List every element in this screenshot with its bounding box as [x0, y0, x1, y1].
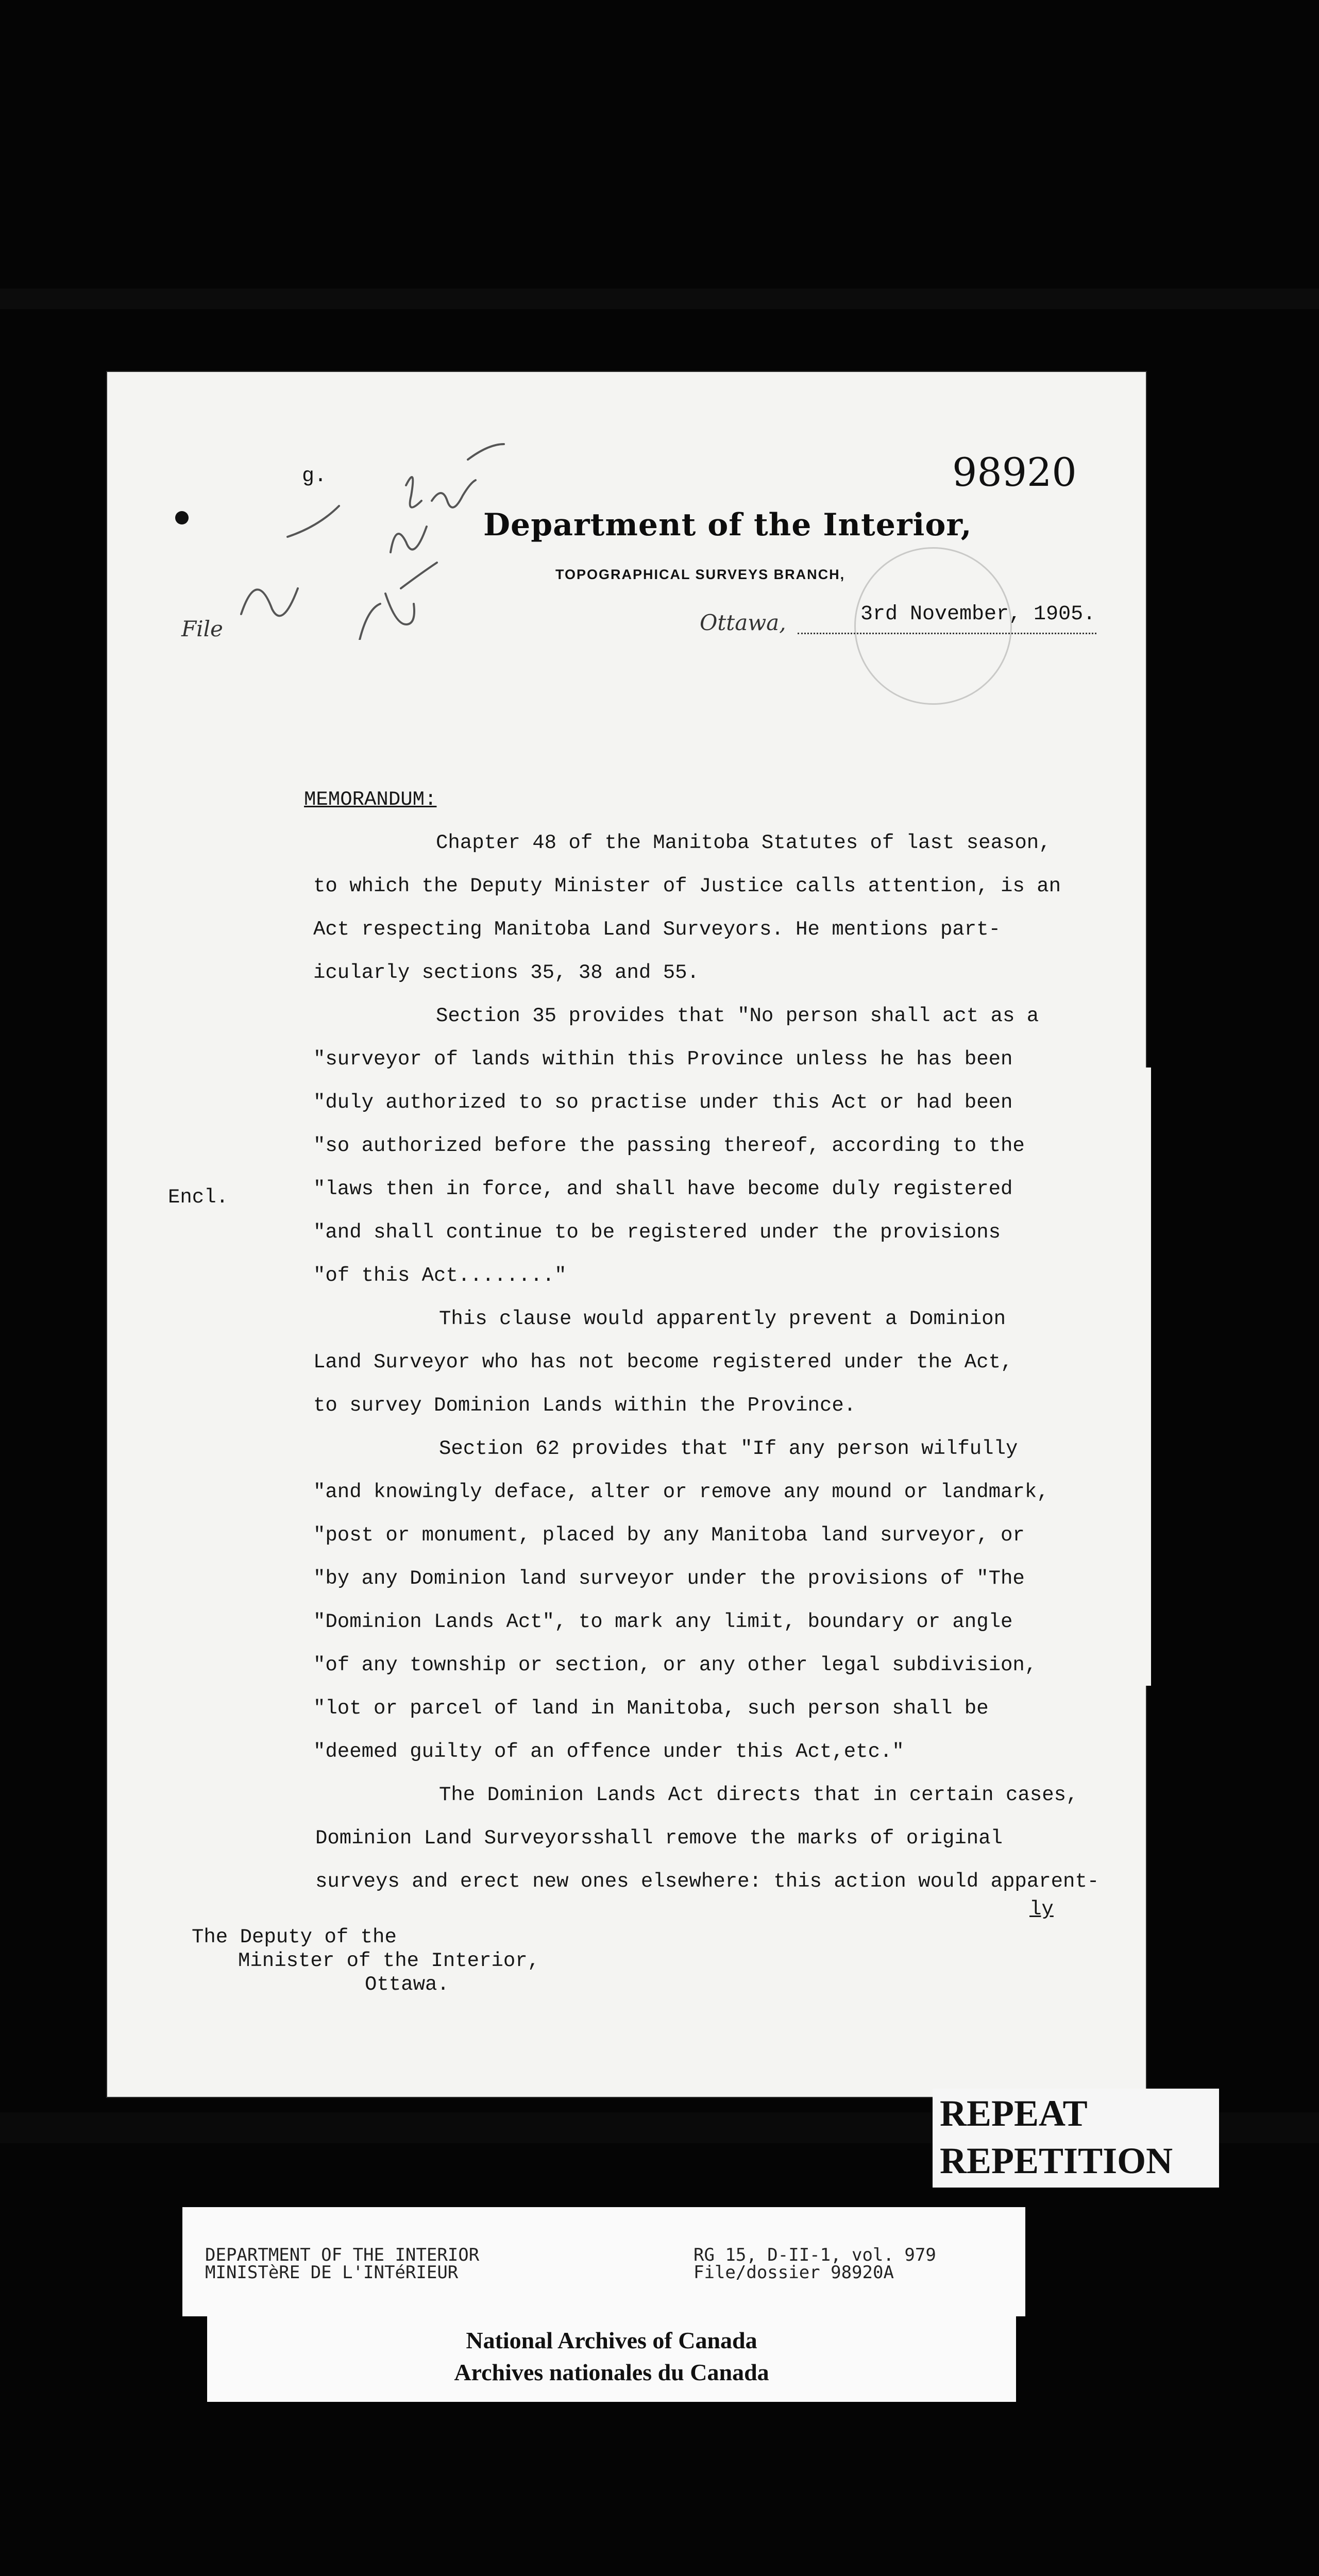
memo-line: "by any Dominion land surveyor under the provisions of "The: [313, 1567, 1025, 1590]
national-archives-label: [207, 2315, 1016, 2402]
file-number: 98920: [952, 449, 1077, 495]
memo-line: surveys and erect new ones elsewhere: this action would apparent-: [315, 1870, 1100, 1893]
received-stamp: [854, 547, 1012, 705]
branch-name: TOPOGRAPHICAL SURVEYS BRANCH,: [555, 567, 845, 582]
archives-name-en: National Archives of Canada: [466, 2327, 757, 2353]
memo-line: Dominion Land Surveyorsshall remove the marks of original: [315, 1827, 1003, 1850]
addressee-line: The Deputy of the: [192, 1926, 397, 1948]
memo-line: to which the Deputy Minister of Justice calls attention, is an: [313, 875, 1061, 897]
corner-mark: g.: [302, 465, 327, 488]
memo-line: The Dominion Lands Act directs that in certain cases,: [439, 1784, 1078, 1806]
memo-line: Land Surveyor who has not become registered under the Act,: [313, 1351, 1013, 1374]
repeat-label: [933, 2089, 1219, 2188]
scan-noise-band: [0, 289, 1319, 309]
memo-heading: MEMORANDUM:: [304, 788, 437, 811]
memo-line: "laws then in force, and shall have become duly registered: [313, 1178, 1013, 1200]
record-group: RG 15, D-II-1, vol. 979: [694, 2245, 936, 2265]
department-fr: MINISTèRE DE L'INTéRIEUR: [205, 2262, 459, 2283]
memo-line: "of this Act........": [313, 1264, 567, 1287]
memo-line: to survey Dominion Lands within the Province.: [313, 1394, 856, 1417]
repetition-text: REPETITION: [940, 2140, 1173, 2181]
enclosure-note: Encl.: [168, 1186, 229, 1209]
letter-date: 3rd November, 1905.: [860, 603, 1096, 626]
file-label: File: [181, 616, 223, 641]
memo-line: icularly sections 35, 38 and 55.: [313, 961, 699, 984]
page-edge: [1139, 1067, 1151, 1686]
document-page: [107, 372, 1146, 2097]
memo-line: "deemed guilty of an offence under this Act,etc.": [313, 1740, 904, 1763]
memo-line: "so authorized before the passing thereof, according to the: [313, 1134, 1025, 1157]
memo-line: "and shall continue to be registered under the provisions: [313, 1221, 1001, 1244]
memo-line: "lot or parcel of land in Manitoba, such person shall be: [313, 1697, 989, 1720]
file-dossier: File/dossier 98920A: [694, 2262, 894, 2283]
department-title: Department of the Interior,: [483, 507, 972, 543]
memo-line: "post or monument, placed by any Manitoba land surveyor, or: [313, 1524, 1025, 1547]
memo-line: "Dominion Lands Act", to mark any limit, boundary or angle: [313, 1611, 1013, 1633]
memo-line: Chapter 48 of the Manitoba Statutes of last season,: [436, 832, 1051, 854]
addressee-line: Ottawa.: [365, 1973, 449, 1996]
memo-line: "surveyor of lands within this Province unless he has been: [313, 1048, 1013, 1071]
memo-line: "of any township or section, or any other legal subdivision,: [313, 1654, 1037, 1676]
memo-line: "duly authorized to so practise under this Act or had been: [313, 1091, 1013, 1114]
archives-name-fr: Archives nationales du Canada: [454, 2359, 769, 2385]
catchword: ly: [1029, 1898, 1054, 1921]
archive-reference-label: [182, 2207, 1025, 2316]
place-label: Ottawa,: [700, 610, 786, 635]
memo-line: This clause would apparently prevent a Dominion: [439, 1308, 1006, 1330]
memo-line: Act respecting Manitoba Land Surveyors. He mentions part-: [313, 918, 1001, 941]
memo-line: "and knowingly deface, alter or remove any mound or landmark,: [313, 1481, 1049, 1503]
memo-line: Section 62 provides that "If any person wilfully: [439, 1437, 1018, 1460]
department-en: DEPARTMENT OF THE INTERIOR: [205, 2245, 480, 2265]
memo-line: Section 35 provides that "No person shall act as a: [436, 1005, 1039, 1027]
addressee-line: Minister of the Interior,: [238, 1950, 540, 1972]
repeat-text: REPEAT: [940, 2093, 1088, 2134]
